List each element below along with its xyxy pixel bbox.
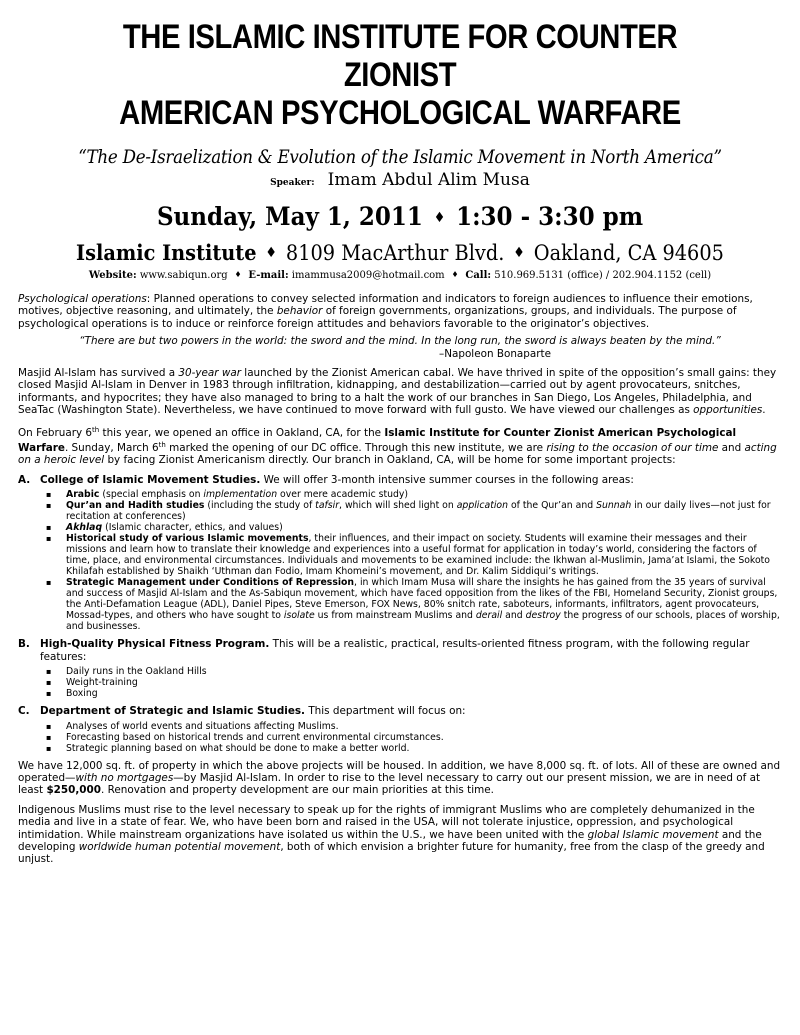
text-run: th <box>158 441 166 450</box>
text-run: Islamic Institute for Counter Zionist American Psychological Warfare <box>18 426 737 455</box>
list-item <box>66 533 782 577</box>
diamond-icon: ♦ <box>513 245 525 261</box>
text-run: behavior <box>276 305 323 318</box>
diamond-icon: ♦ <box>433 210 446 226</box>
flyer-body <box>18 293 782 866</box>
section-a-list <box>66 489 782 632</box>
venue-line <box>49 240 752 265</box>
paragraph-institute <box>18 424 782 467</box>
text-run: global Islamic movement <box>587 828 719 841</box>
paragraph-indigenous <box>18 804 782 866</box>
flyer-page <box>0 18 800 1035</box>
text-run: Akhlaq <box>66 522 103 534</box>
text-run: Indigenous Muslims must rise to the level necessary to speak up for the rights of immigrant Muslims who are completely dehumanized in the media and live in a state of fear. We, who have been born and raised in the USA, will not tolerate injustice, oppression, and psychological intimidation. While mainstream organizations have isolated us within the U.S., we have been united with the <box>18 803 755 841</box>
section-c <box>18 705 782 717</box>
intro-paragraph <box>18 293 782 330</box>
title-line-2: AMERICAN PSYCHOLOGICAL WARFARE <box>119 94 681 132</box>
call-label: Call: <box>465 269 492 281</box>
speaker-label: Speaker: <box>270 178 315 188</box>
email-label: E-mail: <box>248 269 289 281</box>
list-item <box>66 489 782 500</box>
section-heading: College of Islamic Movement Studies. <box>40 473 261 486</box>
text-run: (special emphasis on <box>99 489 204 501</box>
text-run: On February 6 <box>18 426 93 439</box>
section-c-list <box>66 721 782 754</box>
text-run: We will offer 3-month intensive summer courses in the following areas: <box>260 473 634 486</box>
quote-attribution: –Napoleon Bonaparte <box>439 347 551 360</box>
text-run: 30-year war <box>178 367 241 380</box>
section-c-intro <box>40 705 782 717</box>
section-b <box>18 638 782 663</box>
contact-line <box>37 269 763 281</box>
text-run: This will be a realistic, practical, results-oriented fitness program, with the following regular features: <box>40 638 750 663</box>
text-run: $250,000 <box>46 784 101 797</box>
text-run: . Sunday, March 6 <box>64 442 159 455</box>
text-run: (including the study of <box>204 500 316 512</box>
list-item: ▪ Forecasting based on historical trends and current environmental circumstances. <box>66 732 782 743</box>
text-run: the progress of our schools, places of worship, and businesses. <box>66 610 780 633</box>
speaker-line <box>18 170 782 190</box>
text-run: derail <box>475 610 503 622</box>
text-run: implementation <box>203 489 278 501</box>
event-time: 1:30 - 3:30 pm <box>456 202 644 231</box>
text-run: Strategic Management under Conditions of Repression <box>66 577 355 589</box>
text-run: Sunnah <box>596 500 632 512</box>
section-letter: C. <box>18 705 30 718</box>
diamond-icon: ♦ <box>451 270 459 279</box>
text-run: rising to the occasion of our time <box>546 442 719 455</box>
phone-numbers: 510.969.5131 (office) / 202.904.1152 (cell) <box>494 269 712 281</box>
section-a-intro <box>40 474 782 486</box>
text-run: opportunities <box>693 404 763 417</box>
text-run: and <box>502 610 526 622</box>
list-item: ▪ Boxing <box>66 688 782 699</box>
text-run: of the Qur’an and <box>508 500 597 512</box>
event-date-time <box>49 202 752 231</box>
text-run: launched by the Zionist American cabal. We have thrived in spite of the opposition’s small gains: they closed Masjid Al-Islam in Denver in 1983 through infiltration, kidnapping, and destabilization—carried out by agent provocateurs, snitches, informants, and hypocrites; they have also managed to bring to a halt the work of our branches in San Diego, Los Angeles, Philadelphia, and SeaTac (Washington State). Nevertheless, we have continued to move forward with full gusto. We have viewed our challenges as <box>18 367 777 417</box>
diamond-icon: ♦ <box>234 270 242 279</box>
text-run: , both of which envision a brighter future for humanity, free from the clasp of the greedy and unjust. <box>18 840 765 866</box>
title-line-1: THE ISLAMIC INSTITUTE FOR COUNTER ZIONIST <box>122 18 678 94</box>
text-run: acting on a heroic level <box>18 442 777 467</box>
venue-address: 8109 MacArthur Blvd. <box>285 241 505 265</box>
diamond-icon: ♦ <box>265 245 277 261</box>
list-item: ▪ Weight-training <box>66 677 782 688</box>
list-item <box>66 500 782 522</box>
text-run: us from mainstream Muslims and <box>314 610 476 622</box>
text-run: in our daily lives—not just for recitation at conferences) <box>66 500 771 523</box>
text-run: worldwide human potential movement <box>78 840 281 853</box>
section-letter: A. <box>18 473 31 486</box>
text-run: This department will focus on: <box>305 705 466 718</box>
text-run: destroy <box>525 610 561 622</box>
list-item <box>66 522 782 533</box>
text-run: tafsir <box>315 500 340 512</box>
website-link[interactable]: www.sabiqun.org <box>139 269 228 281</box>
text-run: isolate <box>283 610 315 622</box>
speaker-name: Imam Abdul Alim Musa <box>327 170 530 190</box>
text-run: We have 12,000 sq. ft. of property in which the above projects will be housed. In addition, we have 8,000 sq. ft. of lots. All of these are owned and operated— <box>18 759 781 784</box>
text-run: of foreign governments, organizations, groups, and individuals. The purpose of psychological operations is to induce or reinforce foreign attitudes and behaviors favorable to the originator’s objectives. <box>18 305 737 330</box>
text-run: Qur’an and Hadith studies <box>66 500 205 512</box>
event-subtitle: “The De-Israelization & Evolution of the Islamic Movement in North America” <box>78 146 722 168</box>
list-item: ▪ Strategic planning based on what should be done to make a better world. <box>66 743 782 754</box>
paragraph-property <box>18 760 782 797</box>
text-run: —by Masjid Al-Islam. In order to rise to the level necessary to carry out our present mission, we are in need of at least <box>18 771 761 797</box>
venue-name: Islamic Institute <box>76 240 257 265</box>
section-letter: B. <box>18 638 30 651</box>
intro-term: Psychological operations <box>18 293 147 305</box>
text-run: Masjid Al-Islam has survived a <box>18 367 179 380</box>
text-run: : Planned operations to convey selected information and indicators to foreign audiences to influence their emotions, motives, objective reasoning, and ultimately, the <box>18 293 753 318</box>
text-run: th <box>92 425 100 434</box>
section-heading: High-Quality Physical Fitness Program. <box>40 638 270 651</box>
text-run: over mere academic study) <box>277 489 409 501</box>
event-date: Sunday, May 1, 2011 <box>156 202 423 231</box>
section-b-intro <box>40 638 782 663</box>
venue-city: Oakland, CA 94605 <box>533 241 724 265</box>
text-run: , their influences, and their impact on society. Students will examine their messages and their missions and learn how to translate their knowledge and experiences into a useful format for application in today’s world, considering the factors of time, place, and environmental circumstances. Individuals and movements to be examined include: the Ikhwan al-Muslimin, Jama’at Islami, the Sokoto Khilafah established by Shaikh ‘Uthman dan Fodio, Imam Khomeini’s movement, and Dr. Kalim Siddiqui’s writings. <box>66 533 770 578</box>
napoleon-quote: “There are but two powers in the world: the sword and the mind. In the long run, the sword is always beaten by the mind.” <box>79 335 721 348</box>
paragraph-history <box>18 367 782 417</box>
flyer-title <box>71 18 728 132</box>
text-run: application <box>456 500 509 512</box>
section-a <box>18 474 782 486</box>
text-run: marked the opening of our DC office. Through this new institute, we are <box>165 442 547 455</box>
text-run: , which will shed light on <box>339 500 457 512</box>
list-item: ▪ Daily runs in the Oakland Hills <box>66 666 782 677</box>
text-run: . <box>762 404 766 417</box>
text-run: and <box>718 442 745 455</box>
list-item <box>66 577 782 632</box>
section-b-list <box>66 666 782 699</box>
text-run: , in which Imam Musa will share the insights he has gained from the 35 years of survival and success of Masjid Al-Islam and the As-Sabiqun movement, which have faced opposition from the likes of the FBI, Homeland Security, Zionist groups, the Anti-Defamation League (ADL), Daniel Pipes, Steve Emerson, FOX News, 80% snitch rate, saboteurs, informants, infiltrators, agent provocateurs, Mossad-types, and others who have sought to <box>66 577 778 622</box>
text-run: Historical study of various Islamic movements <box>66 533 309 545</box>
list-item: ▪ Analyses of world events and situations affecting Muslims. <box>66 721 782 732</box>
text-run: . Renovation and property development are our main priorities at this time. <box>101 784 494 797</box>
text-run: by facing Zionist Americanism directly. Our branch in Oakland, CA, will be home for some important projects: <box>104 454 676 467</box>
text-run: this year, we opened an office in Oakland, CA, for the <box>99 426 385 439</box>
email-link[interactable]: imammusa2009@hotmail.com <box>291 269 445 281</box>
text-run: (Islamic character, ethics, and values) <box>102 522 283 534</box>
text-run: and the developing <box>18 828 762 853</box>
section-heading: Department of Strategic and Islamic Studies. <box>40 705 306 718</box>
website-label: Website: <box>88 269 137 281</box>
text-run: Arabic <box>66 489 100 501</box>
text-run: with no mortgages <box>75 771 174 784</box>
